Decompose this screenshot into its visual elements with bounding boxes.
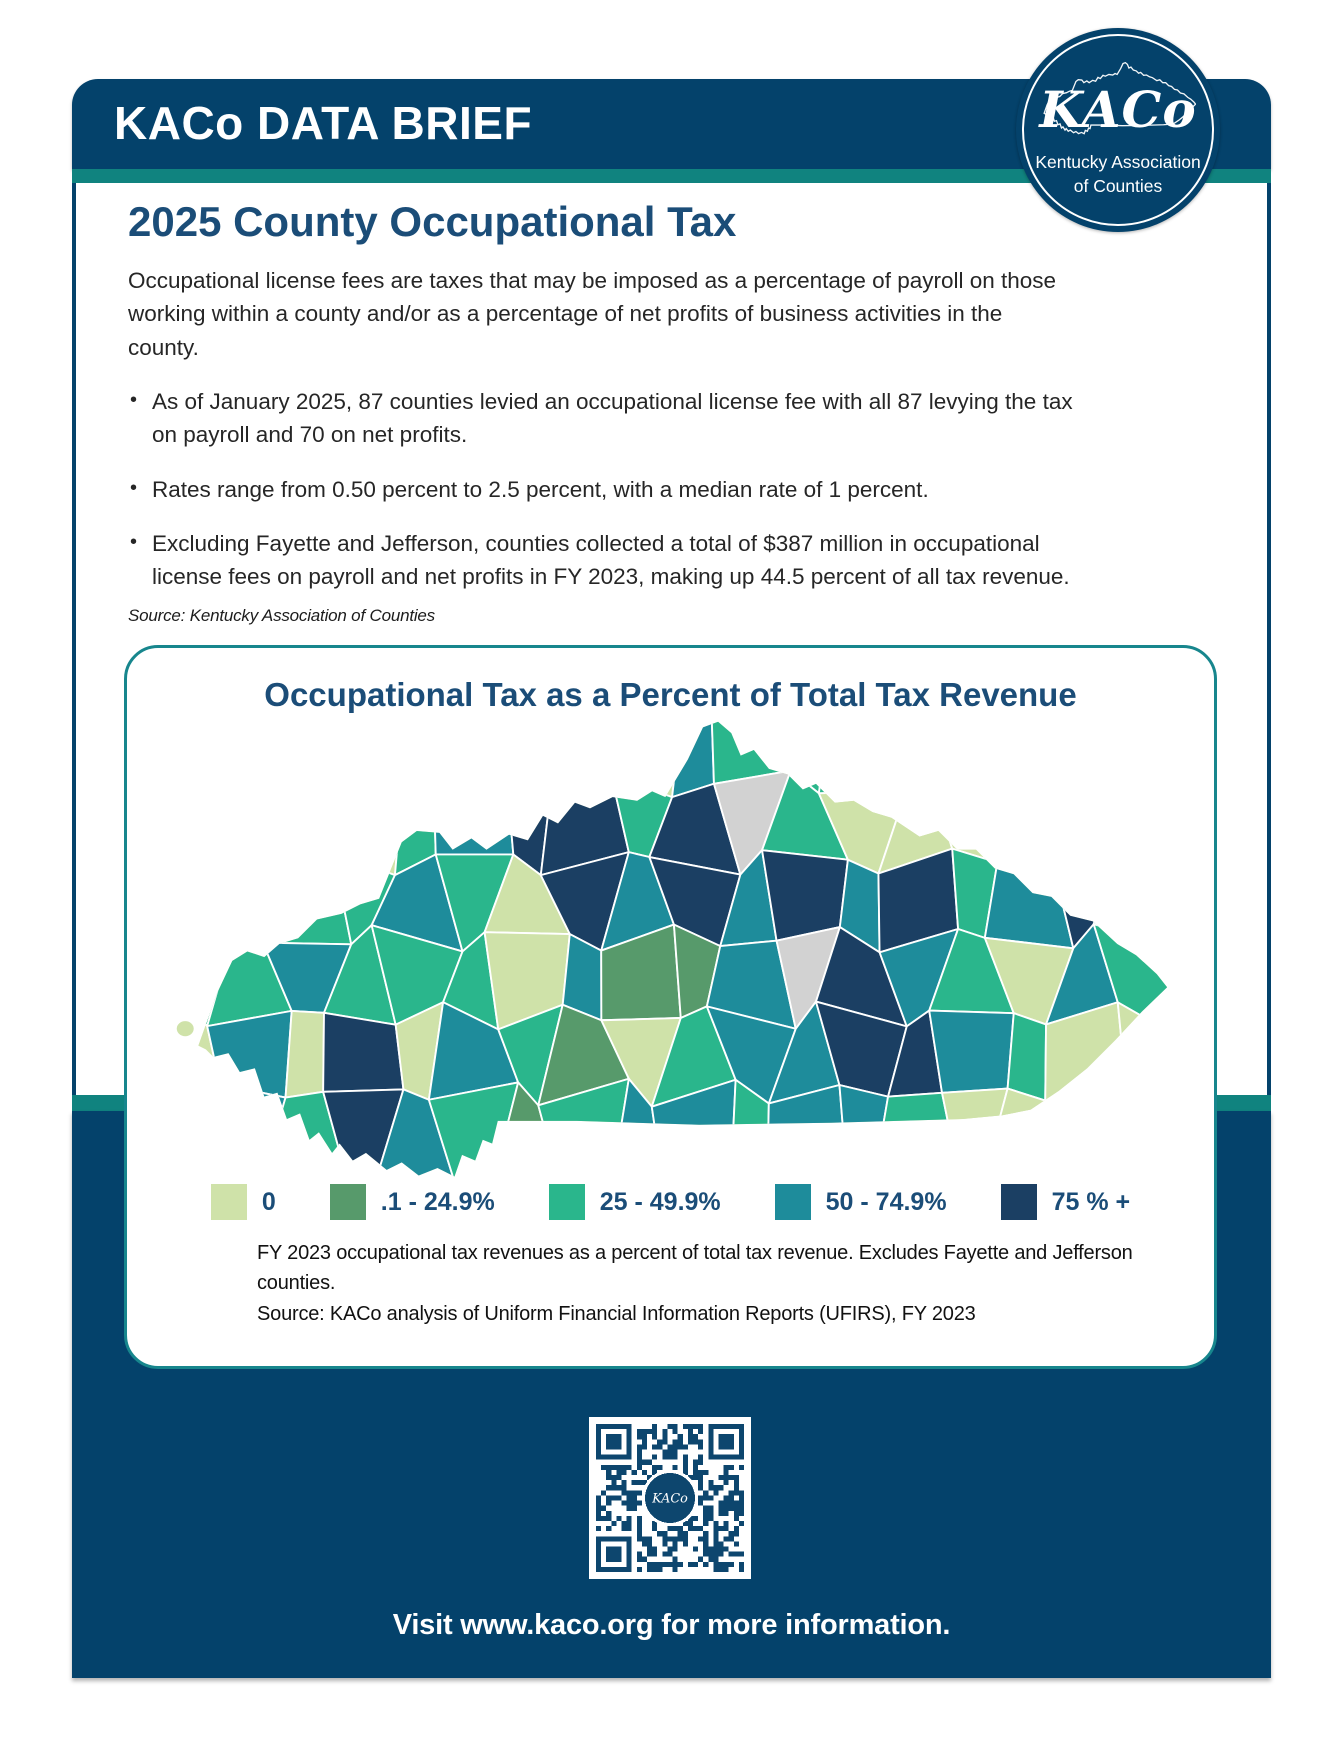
legend-swatch-4 [1001,1184,1037,1220]
chart-card [124,645,1217,1369]
legend-item [1001,1184,1131,1220]
qr-code-image [596,1424,744,1572]
logo-acronym: KACo [1039,80,1197,139]
chart-notes [257,1238,1176,1329]
article-source: Source: Kentucky Association of Counties [128,606,435,626]
map-legend [165,1184,1176,1220]
chart-note-line2: Source: KACo analysis of Uniform Financial Information Reports (UFIRS), FY 2023 [257,1302,976,1325]
kaco-logo [1016,28,1220,232]
logo-org-line2: of Counties [1073,176,1163,196]
legend-item [775,1184,947,1220]
bullet-item: • As of January 2025, 87 counties levied an occupational license fee with all 87 levying the tax on payroll and 70 on net profits. [128,385,1073,452]
legend-item [549,1184,721,1220]
page-title: KACo DATA BRIEF [114,97,533,149]
legend-swatch-2 [549,1184,585,1220]
legend-label: 75 % + [1051,1187,1131,1216]
article-intro: Occupational license fees are taxes that may be imposed as a percentage of payroll on those working within a county and/or as a percentage of net profits of business activities in the county. [128,268,1057,360]
kentucky-map [165,718,1177,1184]
legend-swatch-1 [330,1184,366,1220]
legend-item [330,1184,495,1220]
chart-note-line1: FY 2023 occupational tax revenues as a percent of total tax revenue. Excludes Fayette and Jefferson counties. [257,1242,1133,1295]
map-container [165,718,1177,1184]
legend-label: .1 - 24.9% [380,1187,495,1216]
article-title: 2025 County Occupational Tax [128,198,737,245]
bullet-item: • Rates range from 0.50 percent to 2.5 percent, with a median rate of 1 percent. [128,473,1073,506]
legend-label: 0 [261,1187,276,1216]
article [128,200,1073,626]
kentucky-outline-icon [1040,62,1196,135]
footer-text: Visit www.kaco.org for more information. [392,1609,951,1641]
county-cells [165,718,1177,1184]
river-island-county [177,1021,194,1036]
legend-label: 50 - 74.9% [825,1187,947,1216]
bullet-item: • Excluding Fayette and Jefferson, counties collected a total of $387 million in occupational license fees on payroll and net profits in FY 2023, making up 44.5 percent of all tax revenue. [128,527,1073,594]
legend-item [211,1184,276,1220]
svg-text:KACo: KACo [652,1491,688,1507]
logo-org-line1: Kentucky Association [1035,152,1201,172]
legend-label: 25 - 49.9% [599,1187,721,1216]
qr-code [589,1417,751,1579]
chart-title: Occupational Tax as a Percent of Total Tax Revenue [264,676,1077,713]
legend-swatch-3 [775,1184,811,1220]
legend-swatch-0 [211,1184,247,1220]
